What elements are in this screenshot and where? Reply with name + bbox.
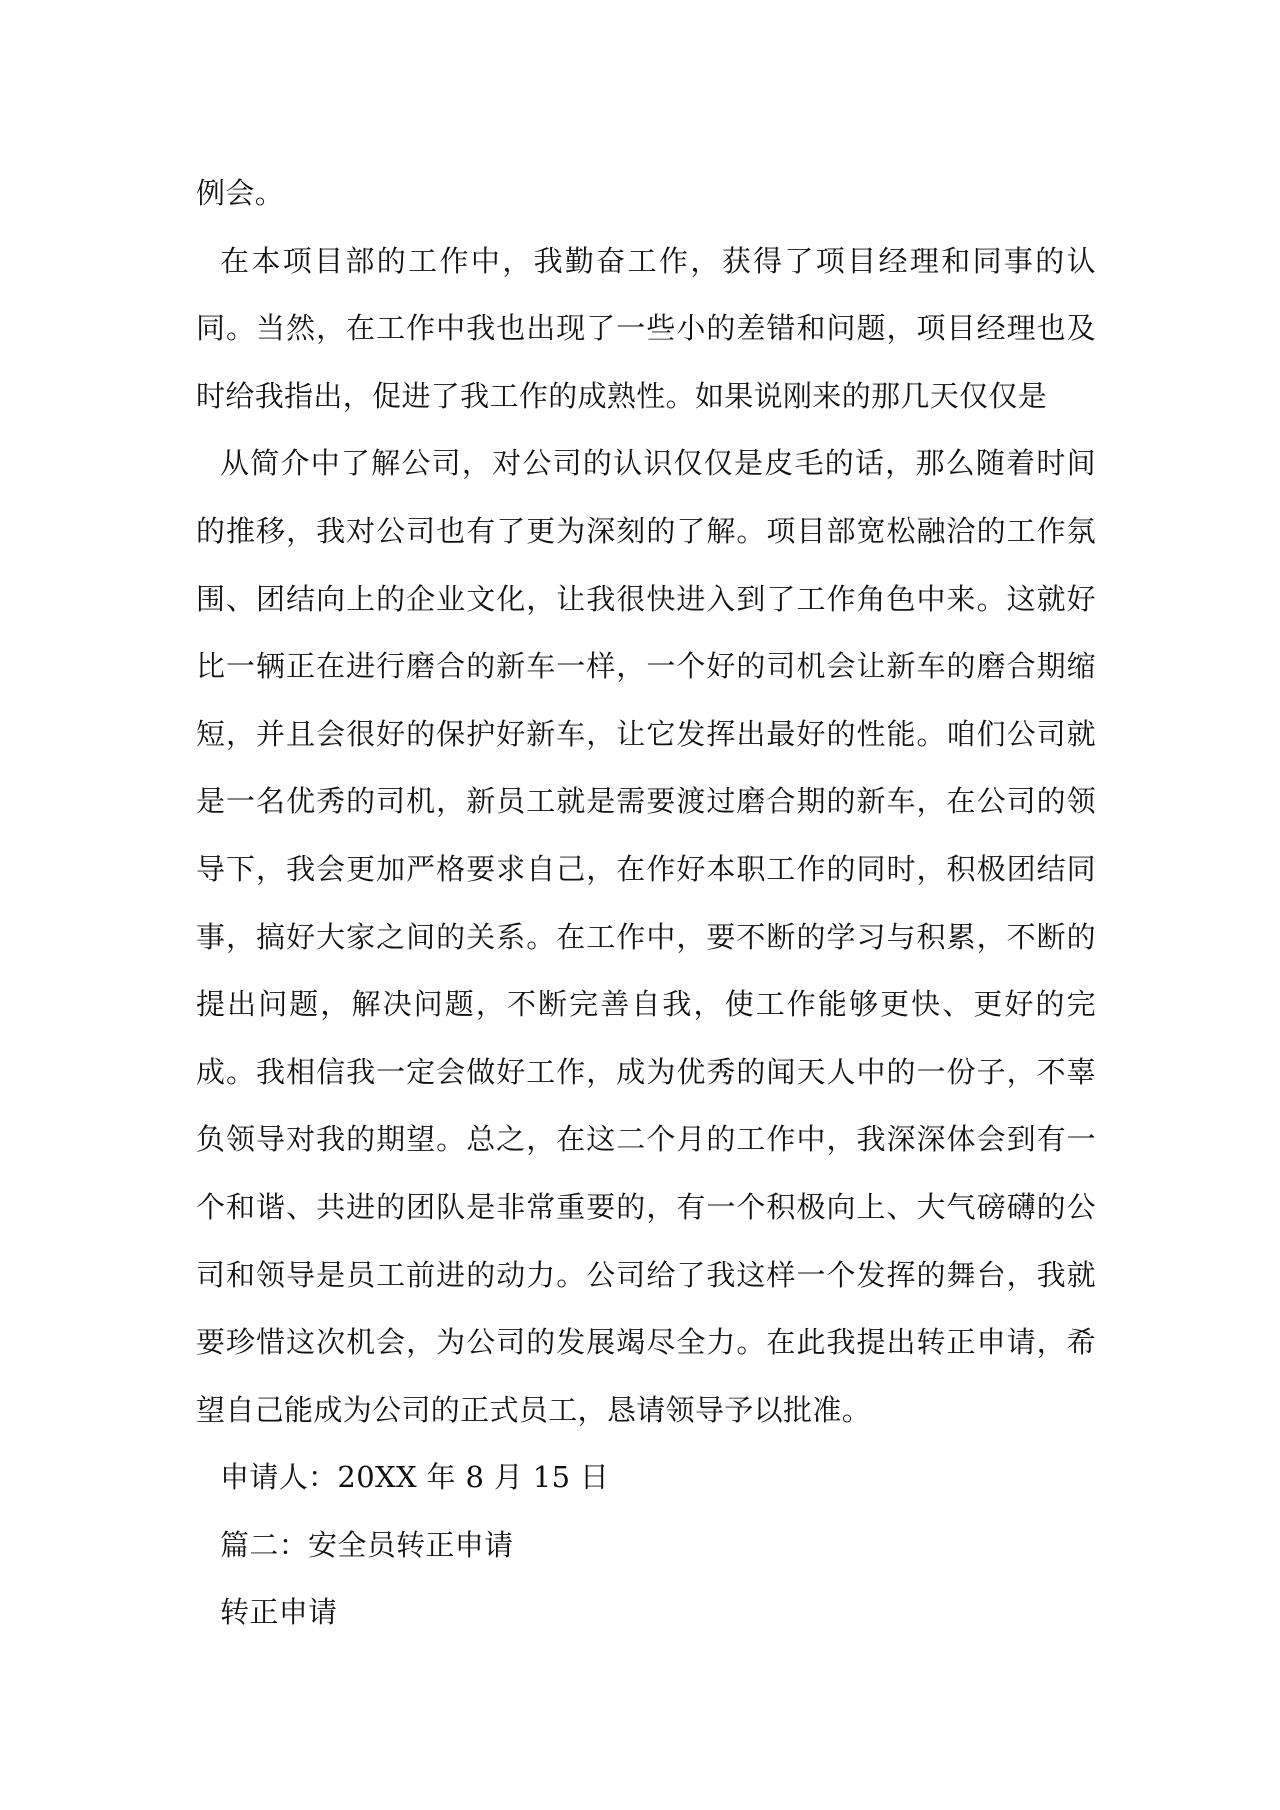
paragraph-company-understanding: 从简介中了解公司，对公司的认识仅仅是皮毛的话，那么随着时间的推移，我对公司也有了更为深刻的了解。项目部宽松融洽的工作氛围、团结向上的企业文化，让我很快进入到了工作角色中来。这就好比一辆正在进行磨合的新车一样，一个好的司机会让新车的磨合期缩短，并且会很好的保护好新车，让它发挥出最好的性能。咱们公司就是一名优秀的司机，新员工就是需要渡过磨合期的新车，在公司的领导下，我会更加严格要求自己，在作好本职工作的同时，积极团结同事，搞好大家之间的关系。在工作中，要不断的学习与积累，不断的提出问题，解决问题，不断完善自我，使工作能够更快、更好的完成。我相信我一定会做好工作，成为优秀的闻天人中的一份子，不辜负领导对我的期望。总之，在这二个月的工作中，我深深体会到有一个和谐、共进的团队是非常重要的，有一个积极向上、大气磅礴的公司和领导是员工前进的动力。公司给了我这样一个发挥的舞台，我就要珍惜这次机会，为公司的发展竭尽全力。在此我提出转正申请，希望自己能成为公司的正式员工，恳请领导予以批准。 bbox=[196, 446, 1096, 1427]
applicant-signature-date: 申请人：20XX 年 8 月 15 日 bbox=[220, 1460, 610, 1495]
paragraph-continuation: 例会。 bbox=[196, 176, 285, 210]
section-heading-part-two: 篇二：安全员转正申请 bbox=[220, 1527, 514, 1562]
paragraph-work-recognition: 在本项目部的工作中，我勤奋工作，获得了项目经理和同事的认同。当然，在工作中我也出现了一些小的差错和问题，项目经理也及时给我指出，促进了我工作的成熟性。如果说刚来的那几天仅仅是 bbox=[196, 243, 1096, 413]
section-title-application: 转正申请 bbox=[220, 1595, 338, 1630]
document-body bbox=[196, 160, 1096, 1647]
